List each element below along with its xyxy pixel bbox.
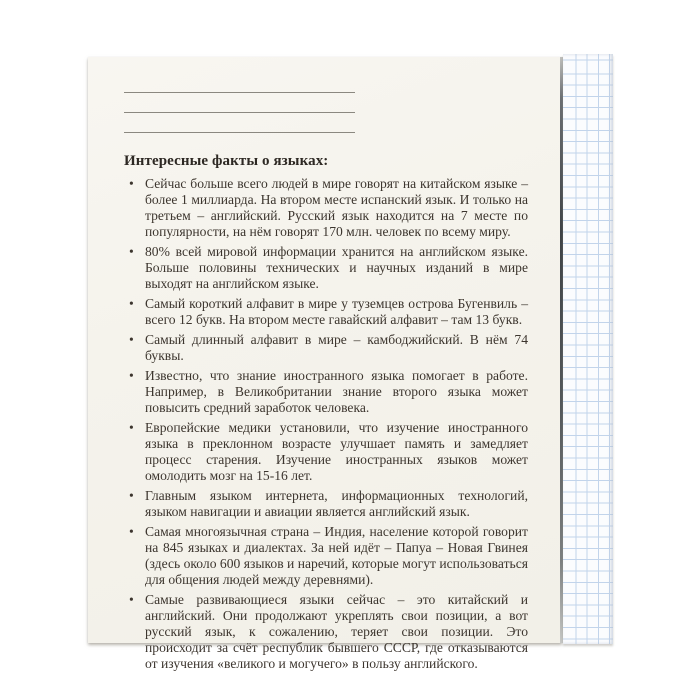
- name-lines-block: [124, 57, 355, 133]
- fact-text: Самая многоязычная страна – Индия, население которой говорит на 845 языках и диалектах. За ней идёт – Папуа – Новая Гвинея (здесь около 600 языков и наречий, которые могут использоваться для общения людей между деревнями).: [145, 524, 528, 587]
- bullet-icon: •: [129, 332, 134, 347]
- blank-line: [124, 132, 355, 133]
- fact-item: [129, 332, 528, 364]
- fact-item: [129, 244, 528, 292]
- bullet-icon: •: [129, 420, 134, 435]
- fact-item: [129, 420, 528, 484]
- fact-item: [129, 524, 528, 588]
- blank-line: [124, 92, 355, 93]
- fact-text: Самый длинный алфавит в мире – камбоджийский. В нём 74 буквы.: [145, 332, 528, 363]
- bullet-icon: •: [129, 176, 134, 191]
- notebook-back-cover: [88, 57, 562, 671]
- bullet-icon: •: [129, 524, 134, 539]
- fact-text: Европейские медики установили, что изучение иностранного языка в преклонном возрасте улучшает память и замедляет процесс старения. Изучение иностранных языков может омолодить мозг на 15-16 лет.: [145, 420, 528, 483]
- bullet-icon: •: [129, 488, 134, 503]
- fact-text: Самые развивающиеся языки сейчас – это китайский и английский. Они продолжают укреплять свои позиции, а вот русский язык, к сожалению, теряет свои позиции. Это происходит за счёт республик бывшего СССР, где отказываются от изучения «великого и могучего» в пользу английского.: [145, 592, 528, 671]
- bullet-icon: •: [129, 244, 134, 259]
- bullet-icon: •: [129, 592, 134, 607]
- bullet-icon: •: [129, 296, 134, 311]
- graph-paper-pages: [563, 54, 613, 644]
- fact-text: Самый короткий алфавит в мире у туземцев острова Бугенвиль – всего 12 букв. На втором месте гавайский алфавит – там 13 букв.: [145, 296, 528, 327]
- fact-text: Главным языком интернета, информационных технологий, языком навигации и авиации является английский язык.: [145, 488, 528, 519]
- facts-heading: Интересные факты о языках:: [124, 153, 329, 169]
- fact-item: [129, 368, 528, 416]
- fact-text: Известно, что знание иностранного языка помогает в работе. Например, в Великобритании знание второго языка может повысить средний заработок человека.: [145, 368, 528, 415]
- blank-line: [124, 112, 355, 113]
- fact-item: [129, 592, 528, 672]
- bullet-icon: •: [129, 368, 134, 383]
- facts-list: [88, 176, 562, 672]
- fact-item: [129, 488, 528, 520]
- fact-item: [129, 296, 528, 328]
- fact-text: 80% всей мировой информации хранится на английском языке. Больше половины технических и научных изданий в мире выходят на английском языке.: [145, 244, 528, 291]
- fact-text: Сейчас больше всего людей в мире говорят на китайском языке – более 1 миллиарда. На втором месте испанский язык. И только на третьем – английский. Русский язык находится на 7 месте по популярности, на нём говорят 170 млн. человек по всему миру.: [145, 176, 528, 239]
- fact-item: [129, 176, 528, 240]
